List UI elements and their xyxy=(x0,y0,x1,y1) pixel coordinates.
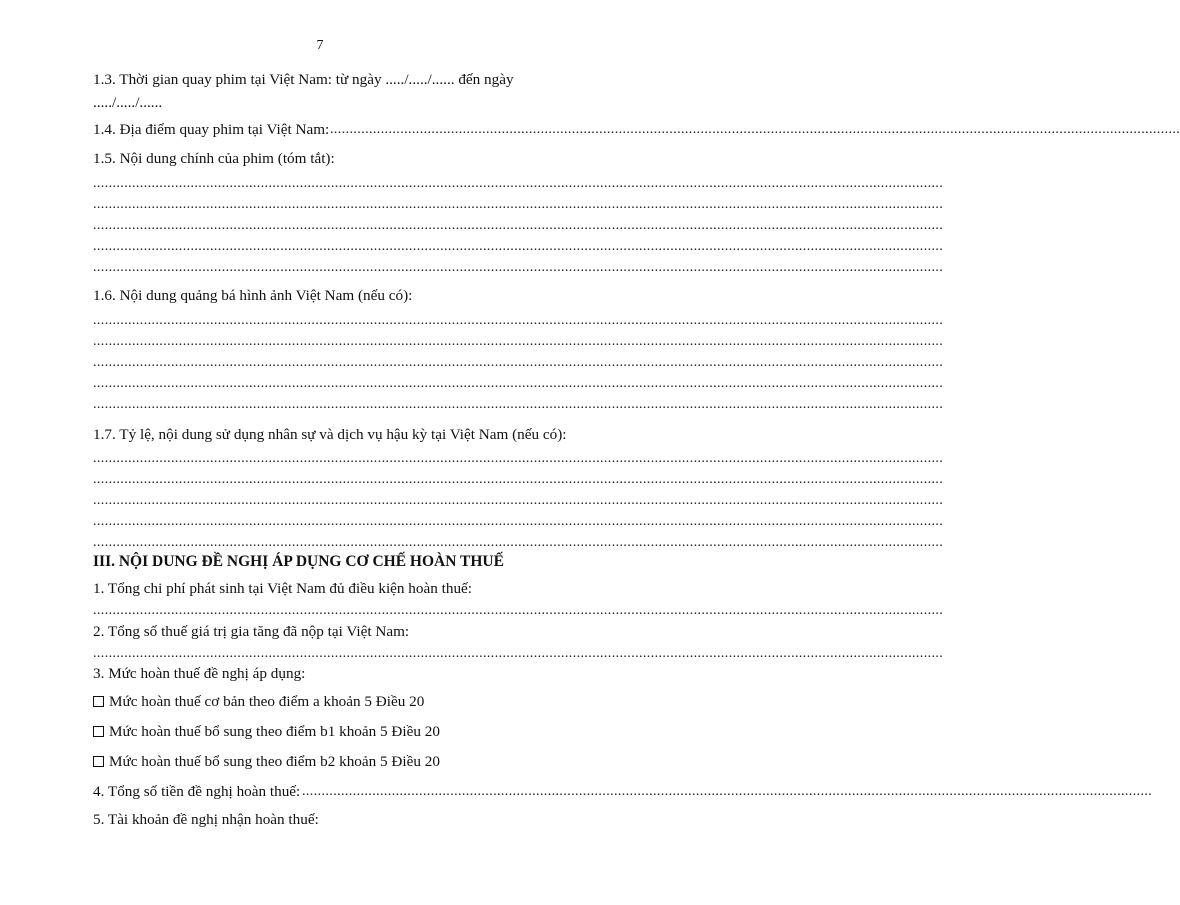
film-summary-line[interactable]: .......................................................................................................................................................................................................................... xyxy=(93,176,944,191)
vat-paid-label: 2. Tổng số thuế giá trị gia tăng đã nộp tại Việt Nam: xyxy=(93,623,410,640)
post-production-line[interactable]: .......................................................................................................................................................................................................................... xyxy=(93,472,944,487)
refund-option-b1-label: Mức hoàn thuế bổ sung theo điểm b1 khoản 5 Điều 20 xyxy=(109,723,440,740)
post-production-line[interactable]: .......................................................................................................................................................................................................................... xyxy=(93,514,944,529)
eligible-costs-label: 1. Tổng chi phí phát sinh tại Việt Nam đủ điều kiện hoàn thuế: xyxy=(93,580,472,597)
shooting-location-field[interactable]: .......................................................................................................................................................................................................................... xyxy=(330,122,1180,137)
post-production-line[interactable]: .......................................................................................................................................................................................................................... xyxy=(93,535,944,550)
vietnam-promotion-line[interactable]: .......................................................................................................................................................................................................................... xyxy=(93,334,944,349)
film-summary-line[interactable]: .......................................................................................................................................................................................................................... xyxy=(93,239,944,254)
film-summary-line[interactable]: .......................................................................................................................................................................................................................... xyxy=(93,260,944,275)
vietnam-promotion-label: 1.6. Nội dung quảng bá hình ảnh Việt Nam (nếu có): xyxy=(93,287,413,304)
film-summary-line[interactable]: .......................................................................................................................................................................................................................... xyxy=(93,197,944,212)
refund-option-basic[interactable] xyxy=(93,693,424,711)
shooting-location-label: 1.4. Địa điểm quay phim tại Việt Nam: xyxy=(93,121,330,138)
post-production-label: 1.7. Tỷ lệ, nội dung sử dụng nhân sự và dịch vụ hậu kỳ tại Việt Nam (nếu có): xyxy=(93,426,567,443)
shooting-period-label: 1.3. Thời gian quay phim tại Việt Nam: từ ngày ...../...../...... đến ngày xyxy=(93,71,514,88)
vietnam-promotion-line[interactable]: .......................................................................................................................................................................................................................... xyxy=(93,397,944,412)
shooting-period-end-date: ...../...../...... xyxy=(93,94,163,111)
checkbox[interactable] xyxy=(93,696,104,707)
refund-option-b2-label: Mức hoàn thuế bổ sung theo điểm b2 khoản 5 Điều 20 xyxy=(109,753,440,770)
post-production-line[interactable]: .......................................................................................................................................................................................................................... xyxy=(93,451,944,466)
film-summary-label: 1.5. Nội dung chính của phim (tóm tắt): xyxy=(93,150,335,167)
section-iii-heading: III. NỘI DUNG ĐỀ NGHỊ ÁP DỤNG CƠ CHẾ HOÀN THUẾ xyxy=(93,553,504,570)
vietnam-promotion-line[interactable]: .......................................................................................................................................................................................................................... xyxy=(93,376,944,391)
vietnam-promotion-line[interactable]: .......................................................................................................................................................................................................................... xyxy=(93,355,944,370)
checkbox[interactable] xyxy=(93,756,104,767)
vietnam-promotion-line[interactable]: .......................................................................................................................................................................................................................... xyxy=(93,313,944,328)
eligible-costs-field[interactable]: .......................................................................................................................................................................................................................... xyxy=(93,603,944,618)
refund-option-b1[interactable] xyxy=(93,723,440,741)
film-summary-line[interactable]: .......................................................................................................................................................................................................................... xyxy=(93,218,944,233)
post-production-line[interactable]: .......................................................................................................................................................................................................................... xyxy=(93,493,944,508)
refund-option-basic-label: Mức hoàn thuế cơ bản theo điểm a khoản 5 Điều 20 xyxy=(109,693,425,710)
refund-amount-label: 4. Tổng số tiền đề nghị hoàn thuế: xyxy=(93,783,301,800)
checkbox[interactable] xyxy=(93,726,104,737)
vat-paid-field[interactable]: .......................................................................................................................................................................................................................... xyxy=(93,646,944,661)
page-number: 7 xyxy=(316,38,324,53)
refund-rate-label: 3. Mức hoàn thuế đề nghị áp dụng: xyxy=(93,665,306,682)
refund-amount-field[interactable]: .......................................................................................................................................................................................................................... xyxy=(302,784,1153,799)
refund-account-label: 5. Tài khoản đề nghị nhận hoàn thuế: xyxy=(93,811,319,828)
refund-option-b2[interactable] xyxy=(93,753,440,771)
